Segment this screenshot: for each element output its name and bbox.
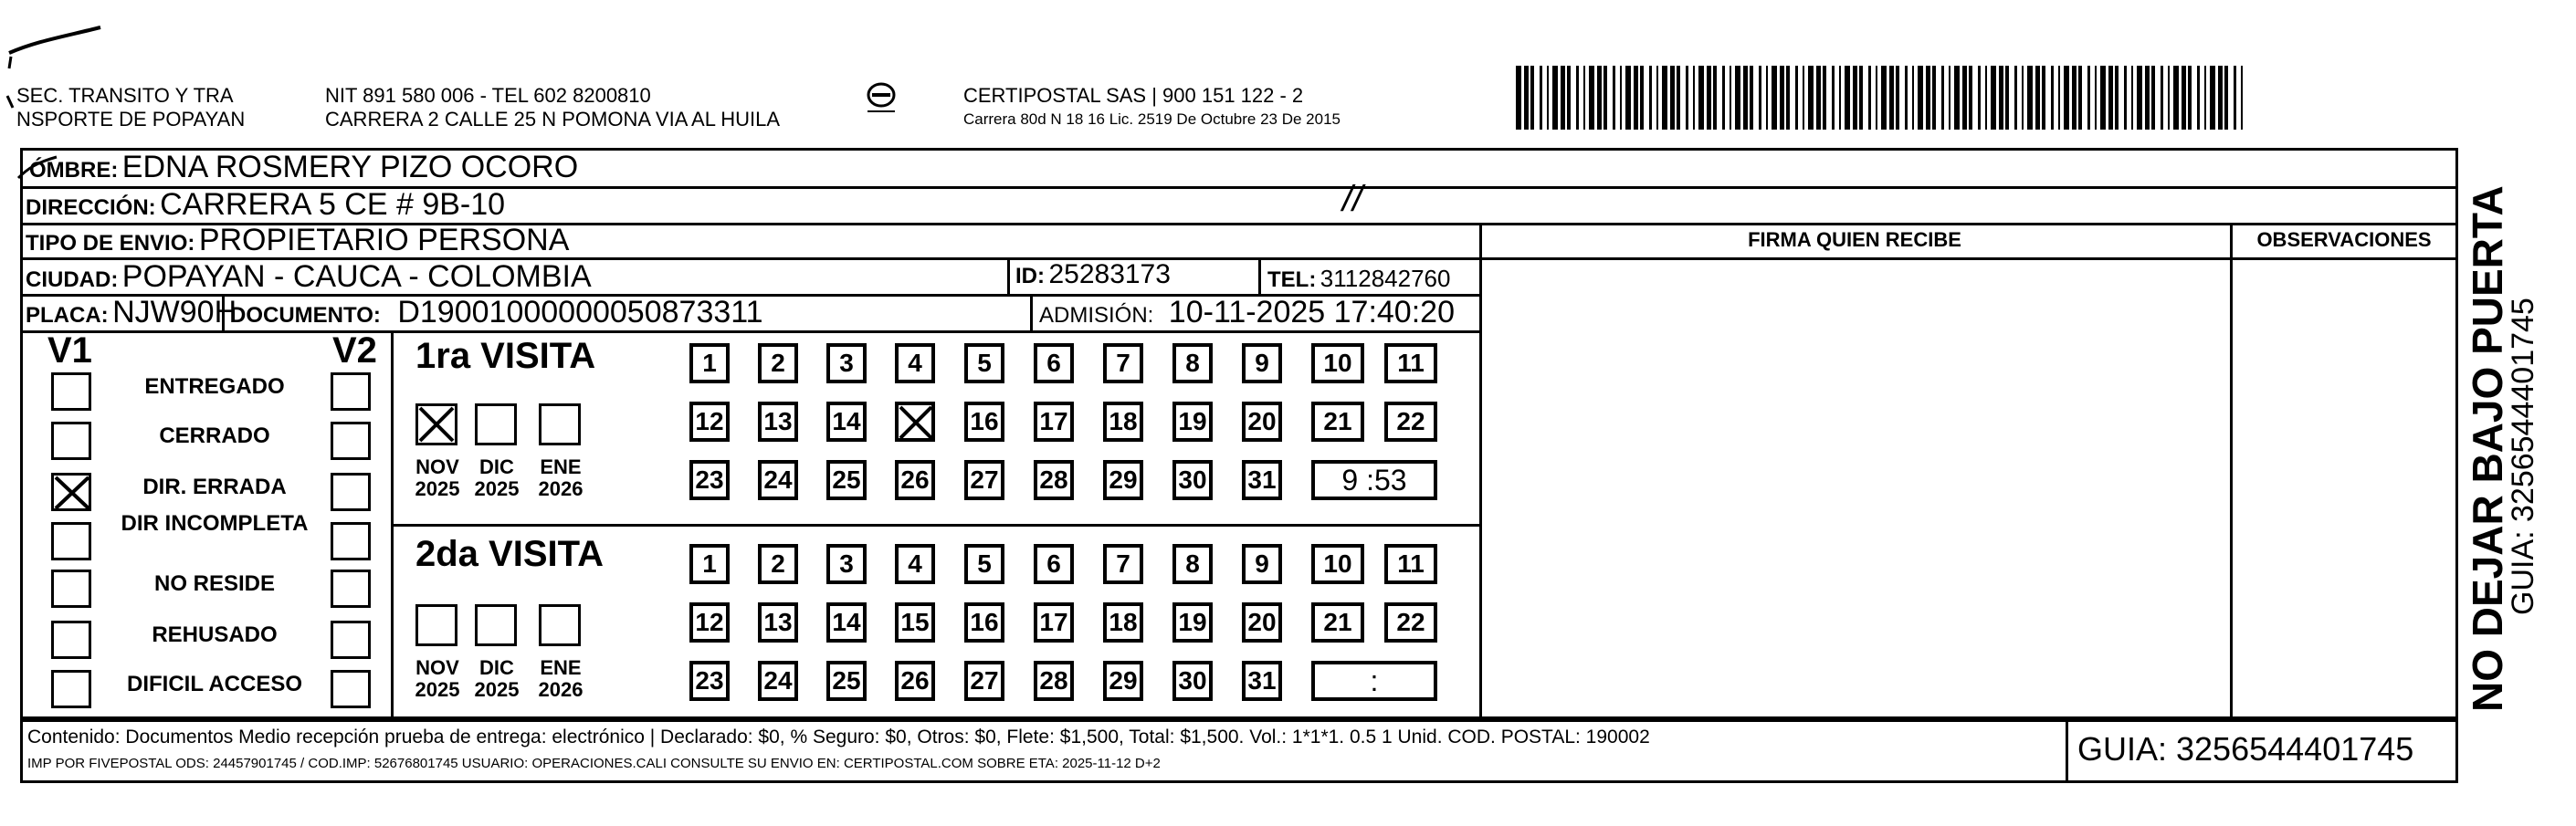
second-visit-title: 2da VISITA (415, 534, 604, 574)
second-visit-day-box[interactable]: 23 (689, 661, 730, 701)
barcode-bar (1889, 66, 1894, 130)
second-visit-day-box[interactable]: 9 (1242, 544, 1282, 584)
barcode-bar (1613, 66, 1615, 130)
second-visit-day-box[interactable]: 14 (826, 602, 867, 643)
col-line-admission (1030, 294, 1033, 330)
barcode-bar (1918, 66, 1923, 130)
nit-line: NIT 891 580 006 - TEL 602 8200810 (325, 84, 651, 107)
address-mark: // (1342, 179, 1363, 219)
second-visit-day-box[interactable]: 17 (1034, 602, 1074, 643)
barcode-bar (1516, 66, 1521, 130)
second-visit-day-box[interactable]: 12 (689, 602, 730, 643)
sender-address-line: CARRERA 2 CALLE 25 N POMONA VIA AL HUILA (325, 108, 781, 131)
barcode-bar (1772, 66, 1777, 130)
month-name: DIC (479, 656, 514, 679)
barcode-bar (1985, 66, 1987, 130)
address-field (26, 187, 505, 223)
barcode-bar (1649, 66, 1652, 130)
barcode-bar (1962, 66, 1967, 130)
barcode-bar (2161, 66, 2163, 130)
v2-checkbox[interactable] (331, 621, 371, 659)
barcode-bar (1839, 66, 1841, 130)
row-line-visit-divider (391, 524, 1479, 527)
tel-value: 3112842760 (1320, 265, 1451, 292)
v1-checkbox[interactable] (51, 522, 91, 560)
first-visit-month-label (469, 456, 524, 500)
month-name: DIC (479, 455, 514, 478)
second-visit-day-box[interactable]: 13 (758, 602, 798, 643)
first-visit-day-box[interactable]: 11 (1384, 343, 1437, 383)
barcode-bar (2064, 66, 2069, 130)
second-visit-day-box[interactable]: 4 (895, 544, 935, 584)
document-field (230, 295, 763, 330)
first-visit-day-box[interactable]: 12 (689, 402, 730, 442)
city-field (26, 259, 592, 295)
checkmark-x-icon (418, 406, 455, 443)
col-line-id (1007, 257, 1010, 294)
document-label: DOCUMENTO: (230, 303, 381, 328)
barcode-bar (2042, 66, 2045, 130)
admission-label: ADMISIÓN: (1039, 303, 1154, 328)
address-value: CARRERA 5 CE # 9B-10 (160, 187, 506, 222)
address-label: DIRECCIÓN: (26, 195, 156, 220)
barcode-bar (1625, 66, 1631, 130)
observations-area[interactable] (2233, 260, 2455, 716)
month-year: 2025 (474, 477, 520, 500)
v1-checkbox[interactable] (51, 570, 91, 608)
shipment-type-label: TIPO DE ENVIO: (26, 231, 195, 256)
v2-checkbox[interactable] (331, 570, 371, 608)
first-visit-time-box[interactable]: 9 :53 (1311, 460, 1437, 500)
id-value: 25283173 (1048, 259, 1171, 289)
barcode-bar (2182, 66, 2186, 130)
second-visit-day-box[interactable]: 26 (895, 661, 935, 701)
barcode-bar (1722, 66, 1725, 130)
first-visit-day-box[interactable]: 3 (826, 343, 867, 383)
barcode-bar (1750, 66, 1753, 130)
name-value: EDNA ROSMERY PIZO OCORO (121, 150, 579, 184)
sender-contact (325, 84, 780, 131)
barcode-bar (1730, 66, 1731, 130)
barcode-bar (1640, 66, 1644, 130)
barcode-bar (1991, 66, 1996, 130)
signature-header: FIRMA QUIEN RECIBE (1748, 228, 1961, 251)
footer-guia: GUIA: 3256544401745 (2077, 730, 2414, 768)
second-visit-day-box[interactable]: 11 (1384, 544, 1437, 584)
v1-label: V1 (47, 330, 92, 371)
barcode-bar (1969, 66, 1972, 130)
barcode-bar (1881, 66, 1887, 130)
first-visit-day-box[interactable]: 17 (1034, 402, 1074, 442)
barcode-bar (1954, 66, 1960, 130)
barcode-bar (1713, 66, 1717, 130)
barcode-bar (2115, 66, 2119, 130)
barcode-bar (1670, 66, 1675, 130)
shipment-type-value: PROPIETARIO PERSONA (198, 223, 570, 257)
barcode-bar (1707, 66, 1711, 130)
admission-value: 10-11-2025 17:40:20 (1168, 295, 1455, 329)
barcode-bar (1634, 66, 1638, 130)
barcode-bar (1547, 66, 1549, 130)
barcode-bar (2022, 66, 2024, 130)
barcode-bar (1941, 66, 1944, 130)
barcode-bar (1620, 66, 1622, 130)
barcode-bar (1859, 66, 1863, 130)
reason-label: DIR. ERRADA (142, 475, 287, 499)
v2-checkbox[interactable] (331, 522, 371, 560)
second-visit-day-box[interactable]: 3 (826, 544, 867, 584)
barcode-bar (1816, 66, 1821, 130)
barcode-bar (1896, 66, 1899, 130)
barcode-bar (1530, 66, 1534, 130)
second-visit-day-box[interactable]: 2 (758, 544, 798, 584)
plate-label: PLACA: (26, 303, 109, 328)
barcode-bar (1677, 66, 1680, 130)
barcode-bar (2014, 66, 2017, 130)
id-field (1015, 259, 1171, 290)
barcode-bar (1803, 66, 1804, 130)
barcode-bar (2095, 66, 2097, 130)
reason-label: ENTREGADO (144, 374, 285, 399)
id-label: ID: (1015, 264, 1045, 288)
barcode-bar (2137, 66, 2142, 130)
first-visit-day-box[interactable]: 2 (758, 343, 798, 383)
barcode-bar (1808, 66, 1814, 130)
barcode-bar (2051, 66, 2054, 130)
month-name: NOV (415, 455, 459, 478)
signature-area[interactable] (1482, 260, 2227, 716)
reason-label: CERRADO (159, 423, 270, 448)
checkmark-x-icon (899, 405, 933, 440)
col-line-tel (1258, 257, 1261, 294)
first-visit-day-box[interactable]: 24 (758, 460, 798, 500)
name-label: ÓMBRE: (29, 158, 119, 183)
first-visit-month-checkbox[interactable] (415, 403, 457, 445)
barcode-bar (1567, 66, 1571, 130)
barcode-bar (1603, 66, 1607, 130)
courier-line-1: CERTIPOSTAL SAS | 900 151 122 - 2 (963, 84, 1304, 107)
second-visit-day-box[interactable]: 10 (1311, 544, 1364, 584)
barcode-bar (1845, 66, 1850, 130)
reason-label: REHUSADO (152, 622, 278, 647)
second-visit-day-box[interactable]: 21 (1311, 602, 1364, 643)
month-year: 2025 (474, 678, 520, 701)
barcode-bar (2241, 66, 2243, 130)
side-warning: NO DEJAR BAJO PUERTA (2464, 185, 2511, 712)
city-value: POPAYAN - CAUCA - COLOMBIA (121, 259, 592, 294)
month-year: 2026 (538, 477, 584, 500)
month-year: 2025 (415, 477, 460, 500)
barcode-bar (1949, 66, 1950, 130)
first-visit-day-box[interactable]: 20 (1242, 402, 1282, 442)
barcode-bar (1912, 66, 1914, 130)
barcode-bar (2027, 66, 2033, 130)
observations-header: OBSERVACIONES (2256, 228, 2432, 251)
barcode-bar (1780, 66, 1784, 130)
barcode-bar (2124, 66, 2127, 130)
v2-checkbox[interactable] (331, 372, 371, 411)
month-name: ENE (540, 656, 582, 679)
first-visit-day-box[interactable]: 23 (689, 460, 730, 500)
document-value: D19001000000050873311 (397, 295, 763, 329)
barcode-bar (1905, 66, 1908, 130)
second-visit-day-box[interactable]: 8 (1172, 544, 1213, 584)
first-visit-day-box[interactable]: 18 (1103, 402, 1143, 442)
second-visit-day-box[interactable]: 19 (1172, 602, 1213, 643)
barcode-bar (1552, 66, 1558, 130)
barcode-bar (1932, 66, 1936, 130)
barcode-bar (1853, 66, 1857, 130)
first-visit-day-box[interactable]: 9 (1242, 343, 1282, 383)
second-visit-time-box[interactable]: : (1311, 661, 1437, 701)
barcode-bar (2078, 66, 2082, 130)
plate-field (26, 295, 237, 330)
second-visit-month-checkbox[interactable] (475, 604, 517, 646)
admission-field (1039, 295, 1455, 330)
barcode-bar (2197, 66, 2200, 130)
second-visit-day-box[interactable]: 22 (1384, 602, 1437, 643)
courier-logo-icon (858, 82, 904, 128)
barcode-bar (2234, 66, 2236, 130)
second-visit-day-box[interactable]: 24 (758, 661, 798, 701)
second-visit-day-box[interactable]: 28 (1034, 661, 1074, 701)
second-visit-day-box[interactable]: 16 (964, 602, 1004, 643)
v2-checkbox[interactable] (331, 473, 371, 511)
barcode-bar (1656, 66, 1658, 130)
second-visit-day-box[interactable]: 20 (1242, 602, 1282, 643)
barcode-bar (1926, 66, 1930, 130)
first-visit-day-box[interactable]: 28 (1034, 460, 1074, 500)
first-visit-month-checkbox[interactable] (475, 403, 517, 445)
sender-line-2: NSPORTE DE POPAYAN (16, 108, 246, 131)
second-visit-day-box[interactable]: 27 (964, 661, 1004, 701)
month-year: 2026 (538, 678, 584, 701)
first-visit-month-label (410, 456, 465, 500)
tel-field (1267, 265, 1450, 293)
second-visit-day-box[interactable]: 1 (689, 544, 730, 584)
barcode-bar (2108, 66, 2113, 130)
barcode-bar (1589, 66, 1594, 130)
second-visit-day-box[interactable]: 30 (1172, 661, 1213, 701)
month-year: 2025 (415, 678, 460, 701)
second-visit-month-label (469, 657, 524, 701)
v1-checkbox[interactable] (51, 422, 91, 460)
barcode-bar (1686, 66, 1688, 130)
barcode-bar (1786, 66, 1790, 130)
barcode-bar (2210, 66, 2215, 130)
second-visit-day-box[interactable]: 25 (826, 661, 867, 701)
second-visit-day-box[interactable]: 29 (1103, 661, 1143, 701)
barcode-bar (1876, 66, 1877, 130)
barcode-bar (2224, 66, 2228, 130)
first-visit-month-checkbox[interactable] (539, 403, 581, 445)
side-guia: GUIA: 3256544401745 (2506, 298, 2540, 615)
reason-label: DIFICIL ACCESO (126, 672, 302, 696)
first-visit-day-box[interactable]: 19 (1172, 402, 1213, 442)
plate-value: NJW90H (112, 295, 237, 329)
first-visit-day-box[interactable]: 7 (1103, 343, 1143, 383)
v2-checkbox[interactable] (331, 670, 371, 708)
reason-label: NO RESIDE (153, 571, 276, 596)
barcode-bar (1759, 66, 1761, 130)
first-visit-day-box[interactable]: 5 (964, 343, 1004, 383)
barcode-bar (2087, 66, 2090, 130)
v1-checkbox[interactable] (51, 372, 91, 411)
barcode-bar (1735, 66, 1740, 130)
first-visit-day-box[interactable]: 22 (1384, 402, 1437, 442)
barcode-bar (2131, 66, 2133, 130)
reason-label: DIR INCOMPLETA (121, 511, 309, 536)
barcode-bar (1999, 66, 2003, 130)
v1-checkbox[interactable] (51, 670, 91, 708)
barcode-bar (2005, 66, 2009, 130)
v1-checkbox[interactable] (51, 621, 91, 659)
courier-info (963, 84, 1341, 131)
barcode-bar (1978, 66, 1981, 130)
first-visit-day-box[interactable]: 21 (1311, 402, 1364, 442)
second-visit-month-label (533, 657, 588, 701)
barcode-bar (1662, 66, 1667, 130)
barcode-bar (1766, 66, 1768, 130)
second-visit-day-box[interactable]: 18 (1103, 602, 1143, 643)
first-visit-day-box[interactable]: 27 (964, 460, 1004, 500)
second-visit-month-label (410, 657, 465, 701)
first-visit-day-box[interactable]: 1 (689, 343, 730, 383)
barcode-bar (2058, 66, 2060, 130)
barcode-bar (2173, 66, 2179, 130)
first-visit-day-box[interactable]: 26 (895, 460, 935, 500)
barcode-bar (1561, 66, 1565, 130)
city-label: CIUDAD: (26, 267, 119, 292)
sender-name (16, 84, 245, 131)
month-name: NOV (415, 656, 459, 679)
barcode-bar (2168, 66, 2170, 130)
barcode-bar (2072, 66, 2077, 130)
month-name: ENE (540, 455, 582, 478)
barcode-bar (2151, 66, 2155, 130)
second-visit-day-box[interactable]: 5 (964, 544, 1004, 584)
barcode-bar (2100, 66, 2106, 130)
first-visit-day-box[interactable]: 13 (758, 402, 798, 442)
sender-line-1: SEC. TRANSITO Y TRA (16, 84, 234, 107)
barcode-bar (1583, 66, 1585, 130)
second-visit-day-box[interactable]: 15 (895, 602, 935, 643)
barcode (1516, 66, 2265, 139)
second-visit-day-box[interactable]: 31 (1242, 661, 1282, 701)
v2-label: V2 (332, 330, 377, 371)
barcode-bar (1698, 66, 1704, 130)
barcode-bar (1868, 66, 1871, 130)
shipment-type-field (26, 223, 569, 258)
second-visit-day-box[interactable]: 7 (1103, 544, 1143, 584)
second-visit-day-box[interactable]: 6 (1034, 544, 1074, 584)
first-visit-title: 1ra VISITA (415, 336, 596, 376)
first-visit-day-box[interactable]: 14 (826, 402, 867, 442)
first-visit-day-box[interactable]: 10 (1311, 343, 1364, 383)
name-field (29, 150, 578, 185)
content-line: Contenido: Documentos Medio recepción prueba de entrega: electrónico | Declarado: $0, % Seguro: $0, Otros: $0, Flete: $1,500, Total: $1,500. Vol.: 1*1*1. 0.5 1 Unid. COD. POSTAL: 190002 (27, 727, 1650, 748)
first-visit-day-box[interactable]: 6 (1034, 343, 1074, 383)
barcode-bar (1832, 66, 1835, 130)
barcode-bar (2035, 66, 2040, 130)
barcode-bar (1576, 66, 1579, 130)
first-visit-day-box[interactable]: 8 (1172, 343, 1213, 383)
barcode-bar (1823, 66, 1826, 130)
imp-line: IMP POR FIVEPOSTAL ODS: 24457901745 / COD.IMP: 52676801745 USUARIO: OPERACIONES.CALI CONSULTE SU ENVIO EN: CERTIPOSTAL.COM SOBRE ETA: 2025-11-12 D+2 (27, 756, 1161, 771)
barcode-bar (2188, 66, 2192, 130)
first-visit-day-box[interactable]: 25 (826, 460, 867, 500)
first-visit-day-box[interactable]: 16 (964, 402, 1004, 442)
barcode-bar (2204, 66, 2206, 130)
barcode-bar (1795, 66, 1798, 130)
first-visit-day-box[interactable]: 31 (1242, 460, 1282, 500)
barcode-bar (1597, 66, 1602, 130)
barcode-bar (1524, 66, 1529, 130)
row-line-5 (20, 330, 1479, 333)
barcode-bar (1540, 66, 1542, 130)
barcode-bar (1693, 66, 1695, 130)
second-visit-month-checkbox[interactable] (415, 604, 457, 646)
barcode-bar (2218, 66, 2223, 130)
v1-checkbox[interactable] (51, 473, 91, 511)
first-visit-day-box[interactable]: 29 (1103, 460, 1143, 500)
first-visit-month-label (533, 456, 588, 500)
v2-checkbox[interactable] (331, 422, 371, 460)
second-visit-month-checkbox[interactable] (539, 604, 581, 646)
tel-label: TEL: (1267, 267, 1317, 292)
checkmark-x-icon (54, 476, 90, 510)
courier-line-2: Carrera 80d N 18 16 Lic. 2519 De Octubre 23 De 2015 (963, 110, 1341, 128)
first-visit-day-box[interactable]: 4 (895, 343, 935, 383)
barcode-bar (2145, 66, 2150, 130)
first-visit-day-box[interactable]: 30 (1172, 460, 1213, 500)
barcode-bar (1743, 66, 1748, 130)
first-visit-day-box[interactable] (895, 402, 935, 442)
